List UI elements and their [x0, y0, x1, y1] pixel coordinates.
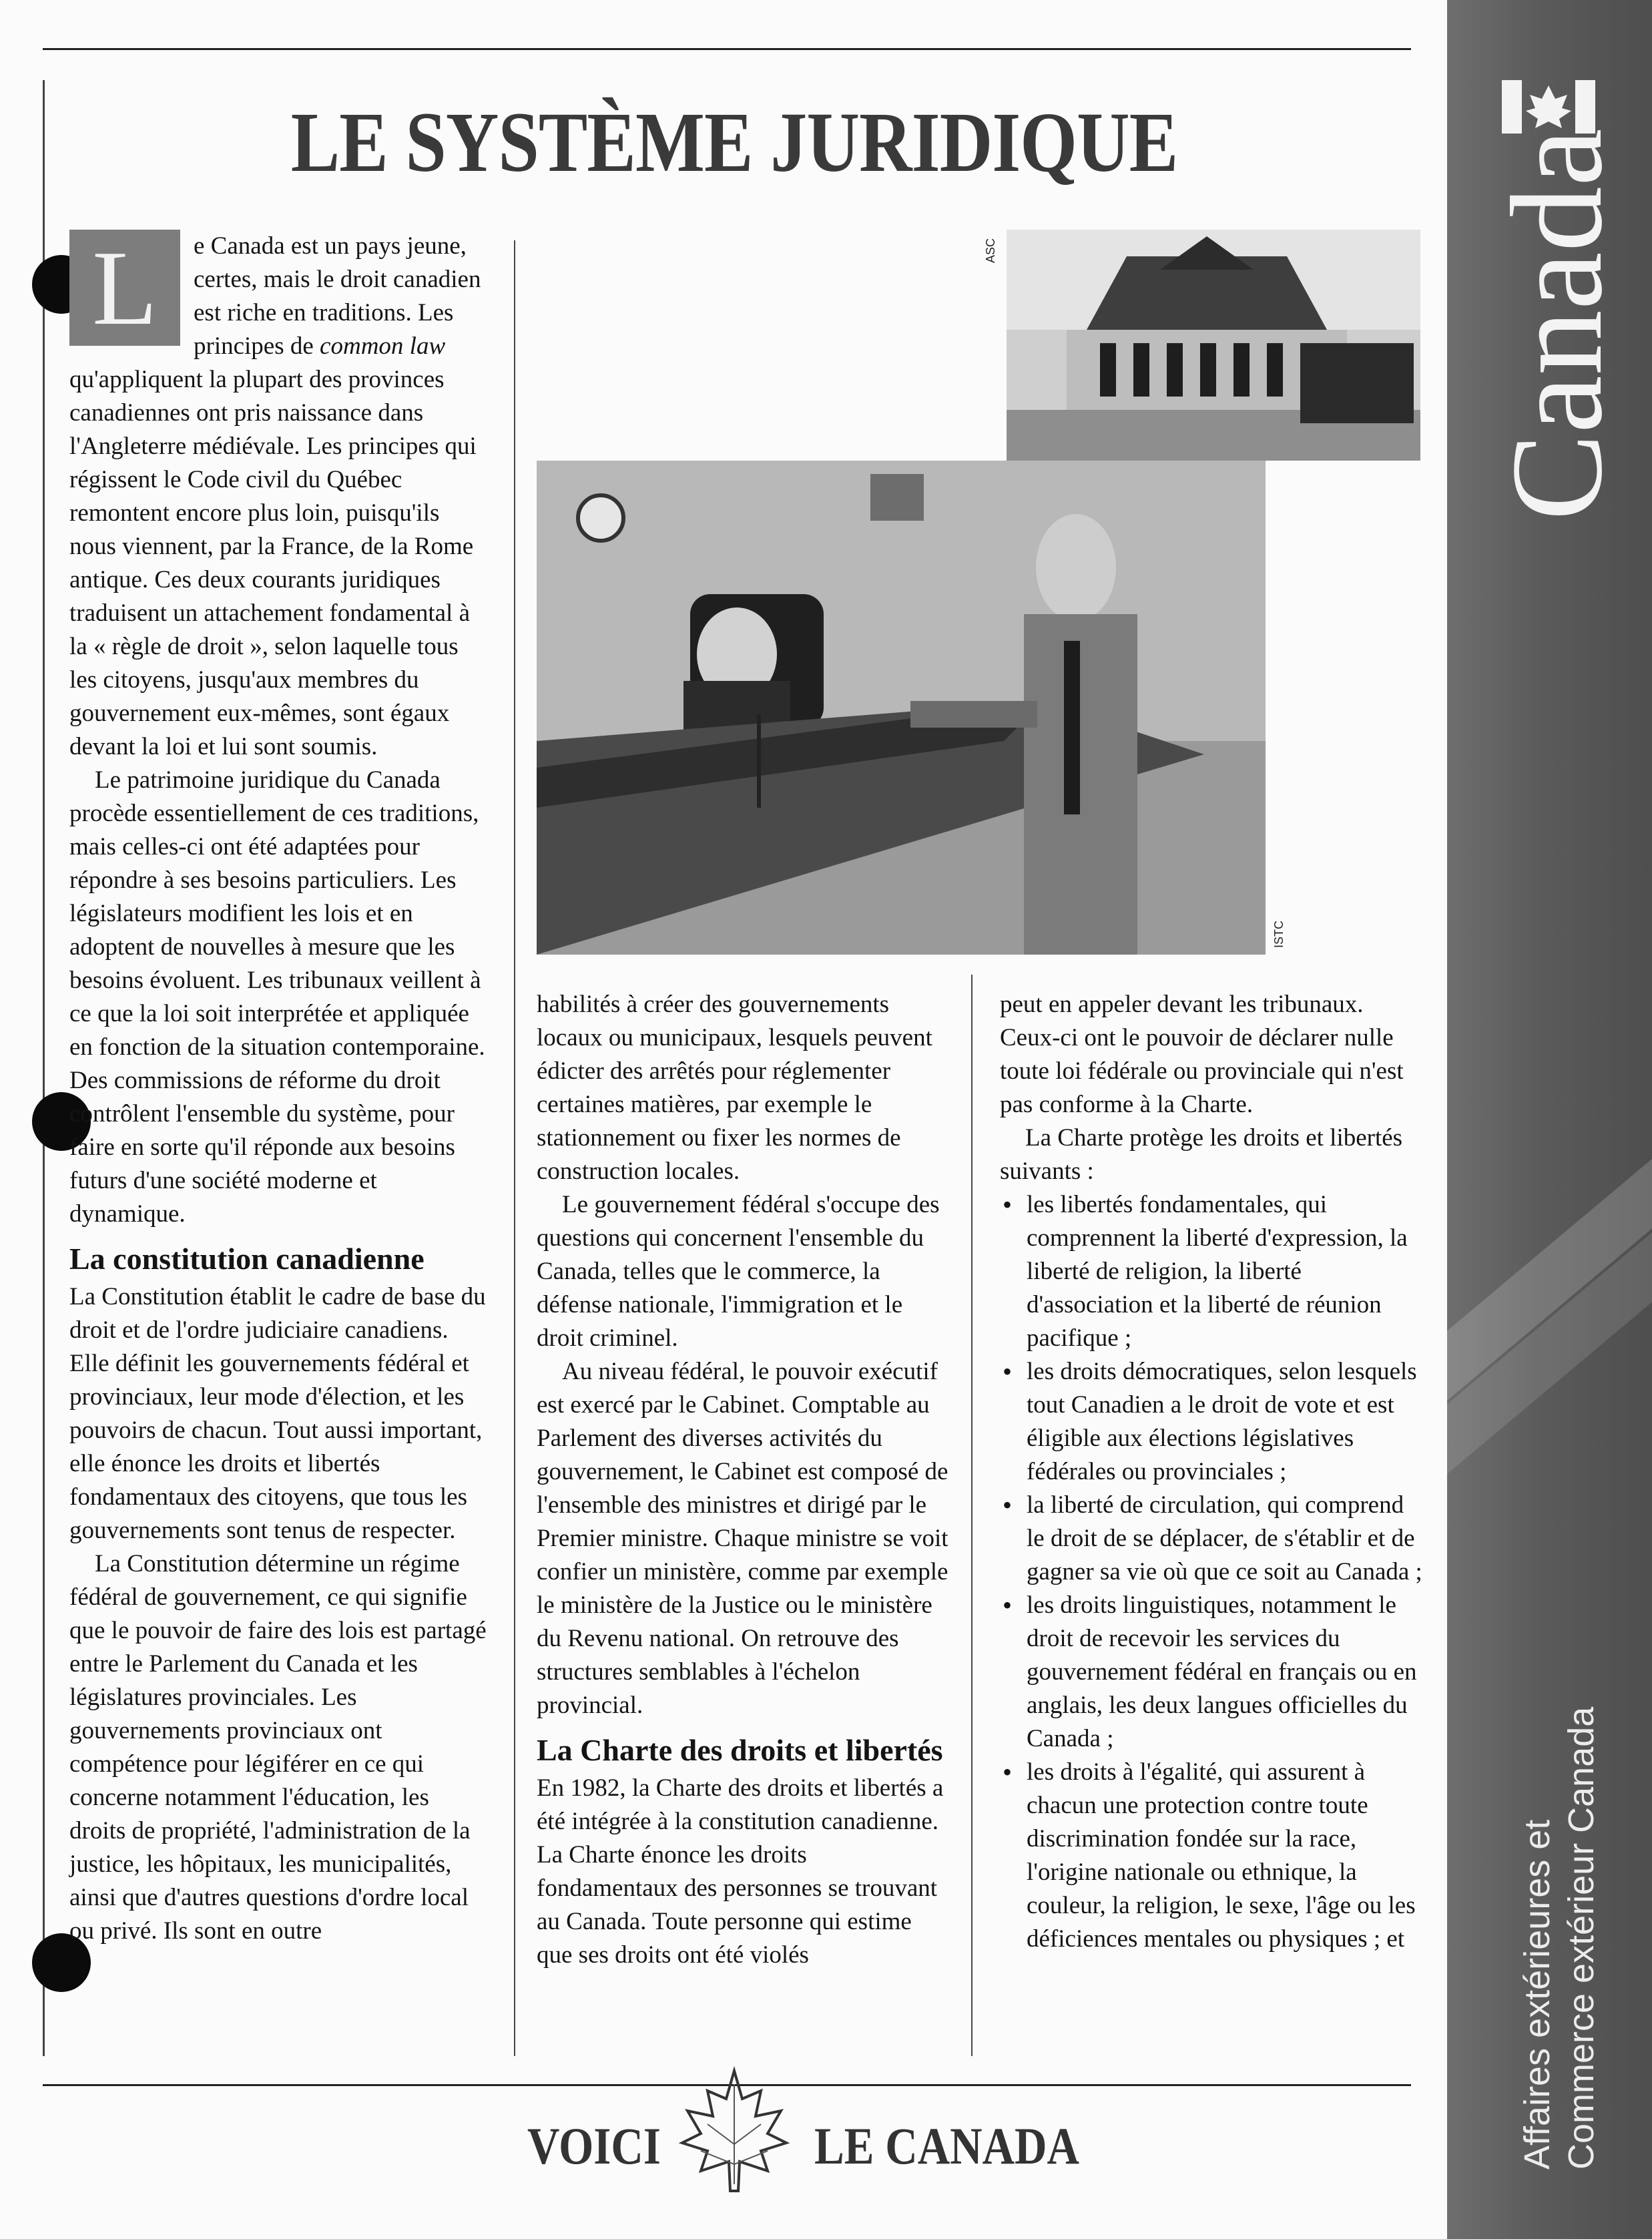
column-divider: [514, 240, 515, 2056]
column-2: [537, 988, 950, 1972]
rights-list: [1000, 1188, 1427, 1956]
footer-le-canada: LE CANADA: [814, 2117, 1079, 2175]
paragraph: peut en appeler devant les tribunaux. Ceux-ci ont le pouvoir de déclarer nulle toute loi fédérale ou provinciale qui n'est pas conforme à la Charte.: [1000, 991, 1404, 1118]
column-divider: [971, 975, 973, 2056]
left-rule: [43, 80, 45, 2056]
list-item: • les libertés fondamentales, qui comprennent la liberté d'expression, la liberté de religion, la liberté d'association et la liberté de réunion pacifique ;: [1027, 1188, 1427, 1355]
courtroom-photo: [537, 461, 1266, 955]
list-item: • les droits linguistiques, notamment le droit de recevoir les services du gouvernement fédéral en français ou en anglais, les deux langues officielles du Canada ;: [1027, 1589, 1427, 1756]
paragraph: La Constitution établit le cadre de base du droit et de l'ordre judiciaire canadiens. Elle définit les gouvernements fédéral et provinciaux, leur mode d'élection, et les pouvoirs de chacun. Tout aussi important, elle énonce les droits et libertés fondamentaux des citoyens, que tous les gouvernements sont tenus de respecter.: [69, 1283, 486, 1544]
page-title: LE SYSTÈME JURIDIQUE: [290, 95, 1178, 190]
paragraph: Le patrimoine juridique du Canada procède essentiellement de ces traditions, mais celles-ci ont été adaptées pour répondre à ses besoins particuliers. Les législateurs modifient les lois et en adoptent de nouvelles à mesure que les besoins évoluent. Les tribunaux veillent à ce que la loi soit interprétée et appliquée en fonction de la situation contemporaine. Des commissions de réforme du droit contrôlent l'ensemble du système, pour faire en sorte qu'il réponde aux besoins futurs d'une société moderne et dynamique.: [69, 766, 485, 1228]
list-item: • les droits à l'égalité, qui assurent à chacun une protection contre toute discrimination fondée sur la race, l'origine nationale ou ethnique, la couleur, la religion, le sexe, l'âge ou les déficiences mentales ou physiques ; et: [1027, 1756, 1427, 1956]
column-1: [69, 230, 490, 1948]
section-heading-charte: La Charte des droits et libertés: [537, 1733, 943, 1767]
paragraph: Le gouvernement fédéral s'occupe des questions qui concernent l'ensemble du Canada, telles que le commerce, la défense nationale, l'immigration et le droit criminel.: [537, 1191, 940, 1352]
department-line-1: Affaires extérieures et: [1517, 1819, 1557, 2170]
flag-icon: [1502, 80, 1595, 134]
list-item: • la liberté de circulation, qui comprend le droit de se déplacer, de s'établir et de gagner sa vie où que ce soit au Canada ;: [1027, 1489, 1427, 1589]
dropcap: L: [69, 230, 180, 346]
top-rule: [43, 48, 1411, 50]
footer-voici: VOICI: [527, 2117, 661, 2175]
list-item: • les droits démocratiques, selon lesquels tout Canadien a le droit de vote et est éligible aux élections législatives fédérales ou provinciales ;: [1027, 1355, 1427, 1489]
paragraph: La Constitution détermine un régime fédéral de gouvernement, ce qui signifie que le pouvoir de faire des lois est partagé entre le Parlement du Canada et les législatures provinciales. Les gouvernements provinciaux ont compétence pour légiférer en ce qui concerne notamment l'éducation, les droits de propriété, l'administration de la justice, les hôpitaux, les municipalités, ainsi que d'autres questions d'ordre local ou privé. Ils sont en outre: [69, 1550, 487, 1945]
photo-credit-main: ISTC: [1272, 920, 1286, 948]
section-heading-constitution: La constitution canadienne: [69, 1242, 425, 1276]
canada-wordmark: Canada: [1484, 128, 1629, 521]
department-line-2: Commerce extérieur Canada: [1561, 1706, 1601, 2170]
paragraph: En 1982, la Charte des droits et libertés a été intégrée à la constitution canadienne. La Charte énonce les droits fondamentaux des personnes se trouvant au Canada. Toute personne qui estime que ses droits ont été violés: [537, 1774, 944, 1969]
supreme-court-photo: [1007, 230, 1420, 461]
maple-leaf-icon: [667, 2064, 801, 2198]
paragraph: La Charte protège les droits et libertés suivants :: [1000, 1124, 1403, 1185]
column-3: [1000, 988, 1427, 1956]
photo-credit-top: ASC: [984, 238, 997, 263]
paragraph: Au niveau fédéral, le pouvoir exécutif est exercé par le Cabinet. Comptable au Parlement des diverses activités du gouvernement, le Cabinet est composé de l'ensemble des ministres et dirigé par le Premier ministre. Chaque ministre se voit confier un ministère, comme par exemple le ministère de la Justice ou le ministère du Revenu national. On retrouve des structures semblables à l'échelon provincial.: [537, 1358, 948, 1719]
intro-paragraph: L e Canada est un pays jeune, certes, mais le droit canadien est riche en traditions. Les principes de common law qu'appliquent la plupart des provinces canadiennes ont pris naissance dans l'Angleterre médiévale. Les principes qui régissent le Code civil du Québec remontent encore plus loin, puisqu'ils nous viennent, par la France, de la Rome antique. Ces deux courants juridiques traduisent un attachement fondamental à la « règle de droit », selon laquelle tous les citoyens, jusqu'aux membres du gouvernement eux-mêmes, sont égaux devant la loi et lui sont soumis.: [69, 228, 481, 760]
paragraph: habilités à créer des gouvernements locaux ou municipaux, lesquels peuvent édicter des arrêtés pour réglementer certaines matières, par exemple le stationnement ou fixer les normes de construction locales.: [537, 991, 932, 1185]
emphasis-common-law: common law: [320, 332, 446, 360]
